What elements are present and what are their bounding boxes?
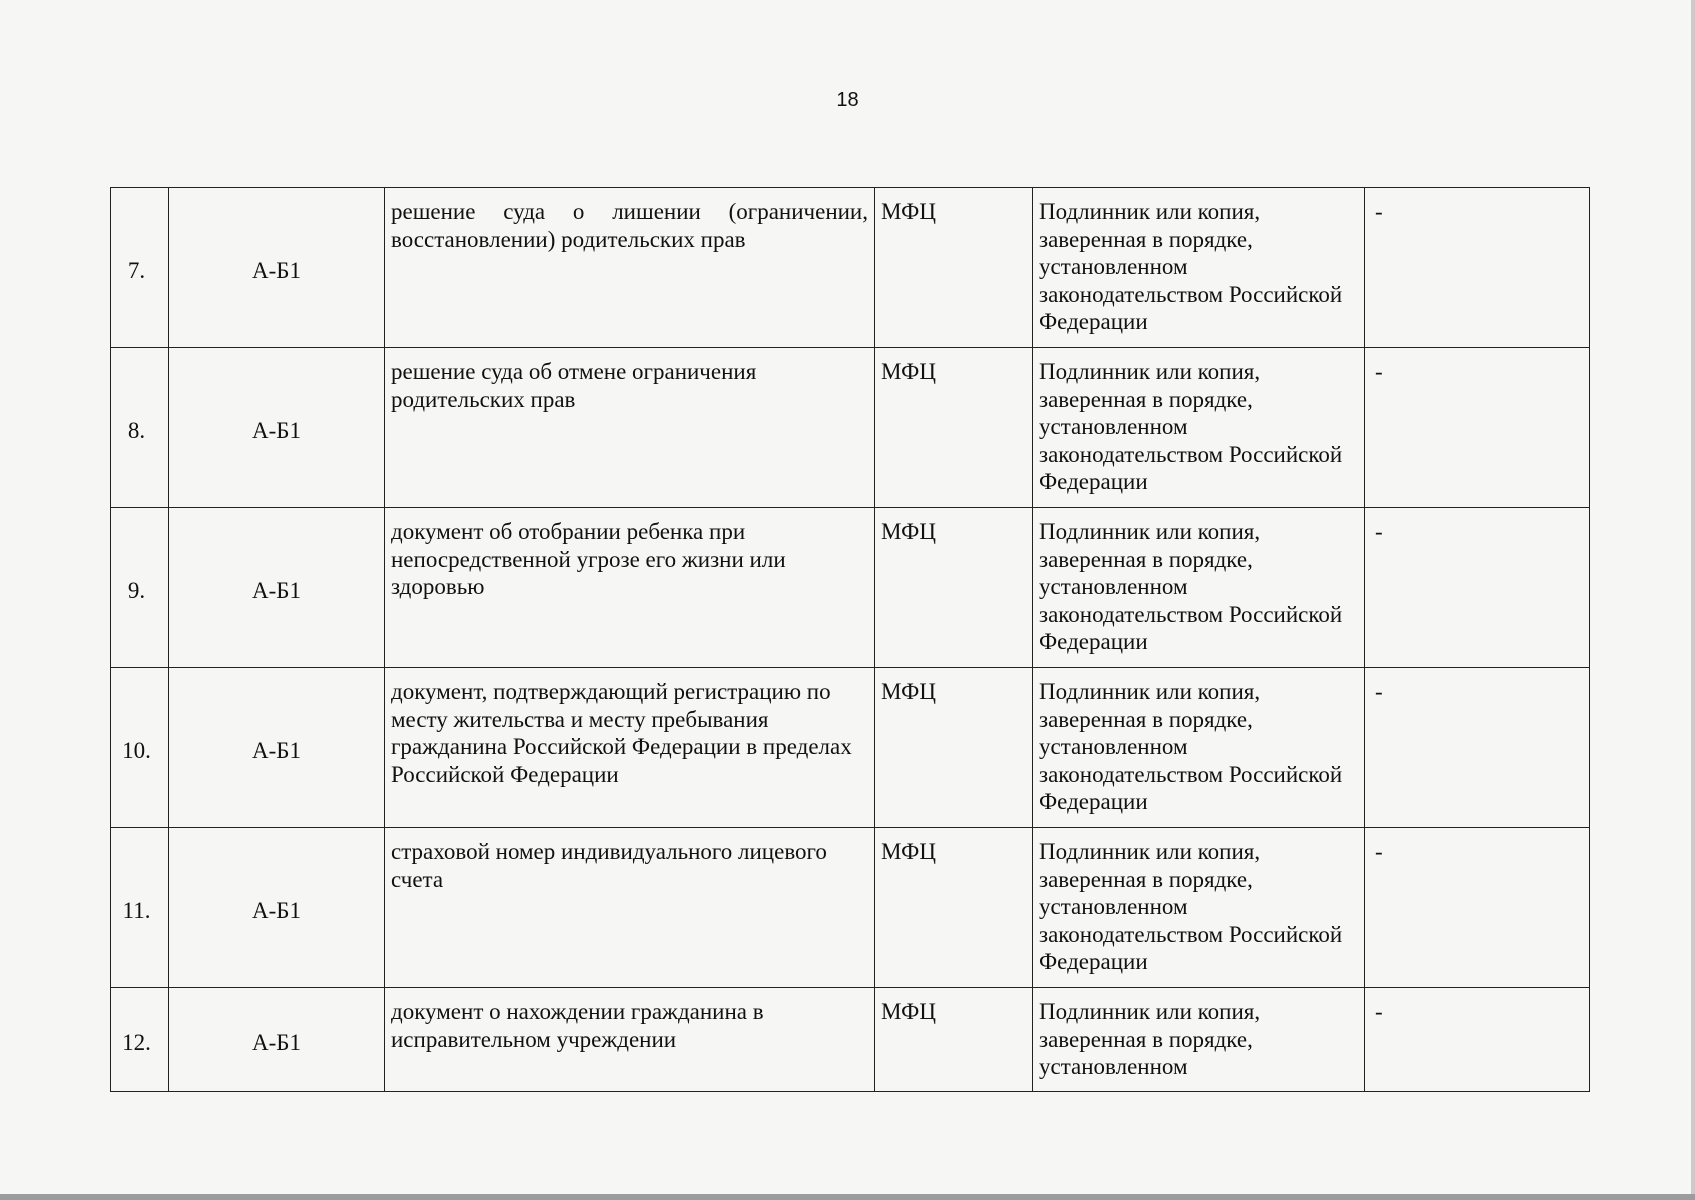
row-document: документ о нахождении гражданина в исправительном учреждении bbox=[385, 988, 875, 1092]
row-code: А-Б1 bbox=[169, 988, 385, 1092]
row-number: 7. bbox=[111, 188, 169, 348]
table-row bbox=[111, 508, 1590, 668]
row-organization: МФЦ bbox=[875, 988, 1033, 1092]
row-code: А-Б1 bbox=[169, 188, 385, 348]
row-organization: МФЦ bbox=[875, 188, 1033, 348]
row-number: 11. bbox=[111, 828, 169, 988]
table-row bbox=[111, 188, 1590, 348]
row-note: - bbox=[1365, 828, 1590, 988]
table-row bbox=[111, 348, 1590, 508]
row-code: А-Б1 bbox=[169, 828, 385, 988]
scan-edge-bottom bbox=[0, 1194, 1695, 1200]
row-form: Подлинник или копия, заверенная в порядке, установленном законодательством Российской Федерации bbox=[1033, 668, 1365, 828]
documents-table bbox=[110, 187, 1590, 1092]
row-note: - bbox=[1365, 348, 1590, 508]
row-form: Подлинник или копия, заверенная в порядке, установленном законодательством Российской Федерации bbox=[1033, 348, 1365, 508]
row-document: решение суда о лишении (ограничении, восстановлении) родительских прав bbox=[385, 188, 875, 348]
row-document: решение суда об отмене ограничения родительских прав bbox=[385, 348, 875, 508]
row-code: А-Б1 bbox=[169, 668, 385, 828]
row-form: Подлинник или копия, заверенная в порядке, установленном законодательством Российской Федерации bbox=[1033, 828, 1365, 988]
row-code: А-Б1 bbox=[169, 508, 385, 668]
row-number: 10. bbox=[111, 668, 169, 828]
table-row bbox=[111, 828, 1590, 988]
row-document: страховой номер индивидуального лицевого счета bbox=[385, 828, 875, 988]
row-form: Подлинник или копия, заверенная в порядке, установленном bbox=[1033, 988, 1365, 1092]
row-document: документ об отобрании ребенка при непосредственной угрозе его жизни или здоровью bbox=[385, 508, 875, 668]
row-note: - bbox=[1365, 668, 1590, 828]
row-organization: МФЦ bbox=[875, 348, 1033, 508]
page-number: 18 bbox=[836, 89, 859, 111]
row-number: 12. bbox=[111, 988, 169, 1092]
table-row bbox=[111, 988, 1590, 1092]
row-note: - bbox=[1365, 988, 1590, 1092]
row-note: - bbox=[1365, 508, 1590, 668]
row-note: - bbox=[1365, 188, 1590, 348]
row-document: документ, подтверждающий регистрацию по месту жительства и месту пребывания гражданина Российской Федерации в пределах Российской Федерации bbox=[385, 668, 875, 828]
row-form: Подлинник или копия, заверенная в порядке, установленном законодательством Российской Федерации bbox=[1033, 508, 1365, 668]
table-row bbox=[111, 668, 1590, 828]
row-number: 9. bbox=[111, 508, 169, 668]
row-organization: МФЦ bbox=[875, 828, 1033, 988]
row-number: 8. bbox=[111, 348, 169, 508]
row-organization: МФЦ bbox=[875, 508, 1033, 668]
row-form: Подлинник или копия, заверенная в порядке, установленном законодательством Российской Федерации bbox=[1033, 188, 1365, 348]
scan-edge-right bbox=[1691, 0, 1695, 1200]
row-code: А-Б1 bbox=[169, 348, 385, 508]
row-organization: МФЦ bbox=[875, 668, 1033, 828]
